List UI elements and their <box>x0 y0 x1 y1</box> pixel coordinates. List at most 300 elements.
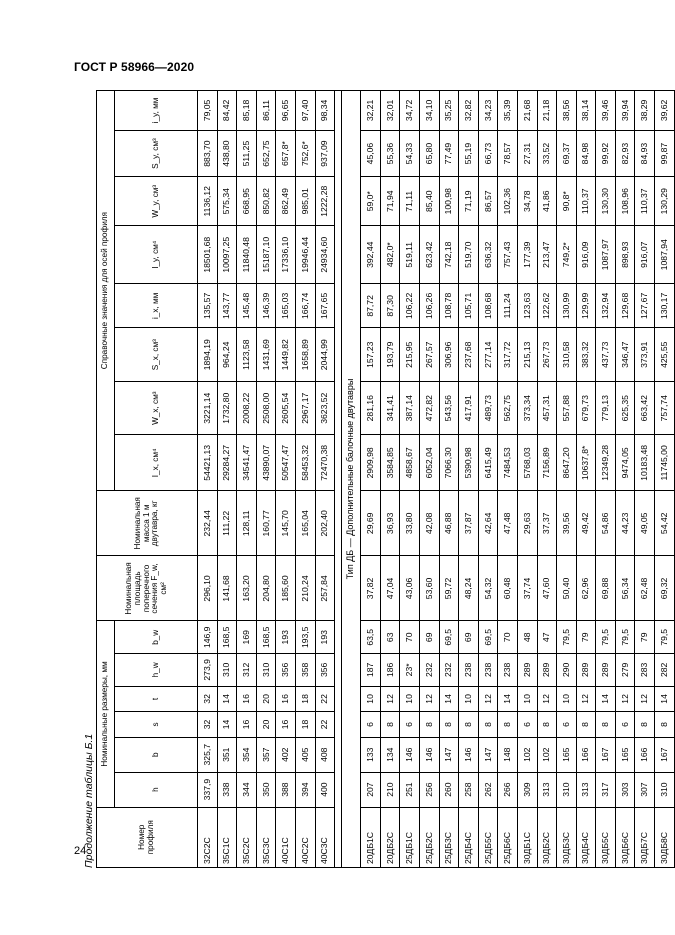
table-cell: 267,57 <box>419 328 439 381</box>
table-cell: 10 <box>557 686 577 712</box>
table-cell: 388 <box>276 772 296 807</box>
table-cell: 146,39 <box>256 284 276 328</box>
table-cell: 251 <box>400 772 420 807</box>
profile-designation: 30ДБ3С <box>557 807 577 867</box>
table-cell: 10 <box>361 686 381 712</box>
table-cell: 54,33 <box>400 130 420 177</box>
table-cell: 145,48 <box>237 284 257 328</box>
rotated-table-area <box>80 90 669 868</box>
table-cell: 185,60 <box>276 556 296 621</box>
header-area: Номинальная площадь поперечного сечения F_w, см² <box>97 556 198 621</box>
profile-designation: 40С2С <box>295 807 315 867</box>
table-cell: 29284,27 <box>217 435 237 491</box>
table-cell: 519,70 <box>459 226 479 284</box>
table-cell: 18 <box>295 712 315 738</box>
table-caption: Продолжение таблицы Б.1 <box>83 733 95 868</box>
profile-designation: 30ДБ8С <box>655 807 675 867</box>
table-cell: 457,31 <box>537 381 557 434</box>
table-cell: 62,48 <box>635 556 655 621</box>
col-wy: W_y, см³ <box>115 177 198 226</box>
col-h: h <box>115 772 198 807</box>
table-cell: 1732,80 <box>217 381 237 434</box>
table-cell: 110,37 <box>576 177 596 226</box>
header-designation: Номер профиля <box>97 807 198 867</box>
table-cell: 6 <box>517 712 537 738</box>
table-cell: 202,40 <box>315 491 335 556</box>
table-cell: 193 <box>276 621 296 654</box>
table-cell: 99,87 <box>655 130 675 177</box>
table-row <box>498 91 518 868</box>
table-cell: 289 <box>517 654 537 687</box>
table-row <box>380 91 400 868</box>
table-cell: 11840,48 <box>237 226 257 284</box>
table-cell: 11745,00 <box>655 435 675 491</box>
table-cell: 289 <box>596 654 616 687</box>
col-wx: W_x, см³ <box>115 381 198 434</box>
table-row <box>439 91 459 868</box>
separator-cell <box>335 91 342 868</box>
table-cell: 238 <box>498 654 518 687</box>
table-cell: 210 <box>380 772 400 807</box>
table-cell: 8 <box>498 712 518 738</box>
table-cell: 749,2* <box>557 226 577 284</box>
table-cell: 6415,49 <box>478 435 498 491</box>
table-cell: 193 <box>315 621 335 654</box>
table-cell: 266 <box>498 772 518 807</box>
table-cell: 193,79 <box>380 328 400 381</box>
table-cell: 356 <box>276 654 296 687</box>
table-cell: 165 <box>615 737 635 772</box>
table-cell: 408 <box>315 737 335 772</box>
table-row <box>198 91 218 868</box>
table-cell: 14 <box>439 686 459 712</box>
profile-designation: 25ДБ2С <box>419 807 439 867</box>
table-cell: 752,6* <box>295 130 315 177</box>
table-cell: 47,60 <box>537 556 557 621</box>
table-cell: 12 <box>635 686 655 712</box>
table-cell: 147 <box>478 737 498 772</box>
table-cell: 12 <box>380 686 400 712</box>
table-cell: 267,73 <box>537 328 557 381</box>
table-cell: 90,8* <box>557 177 577 226</box>
table-cell: 8 <box>596 712 616 738</box>
col-iy-moment: I_y, см⁴ <box>115 226 198 284</box>
table-cell: 123,63 <box>517 284 537 328</box>
table-cell: 34,23 <box>478 91 498 131</box>
table-cell: 82,93 <box>615 130 635 177</box>
table-cell: 37,37 <box>537 491 557 556</box>
table-cell: 167,65 <box>315 284 335 328</box>
section-separator <box>335 91 342 868</box>
table-cell: 146 <box>400 737 420 772</box>
table-cell: 354 <box>237 737 257 772</box>
table-cell: 69 <box>419 621 439 654</box>
table-cell: 438,80 <box>217 130 237 177</box>
table-cell: 34,72 <box>400 91 420 131</box>
table-row <box>517 91 537 868</box>
table-cell: 2605,54 <box>276 381 296 434</box>
table-cell: 282 <box>655 654 675 687</box>
table-cell: 46,88 <box>439 491 459 556</box>
table-cell: 16 <box>276 712 296 738</box>
table-cell: 133 <box>361 737 381 772</box>
table-cell: 49,42 <box>576 491 596 556</box>
table-cell: 143,77 <box>217 284 237 328</box>
table-cell: 108,68 <box>478 284 498 328</box>
table-cell: 27,31 <box>517 130 537 177</box>
table-cell: 6 <box>400 712 420 738</box>
table-cell: 106,22 <box>400 284 420 328</box>
profile-designation: 35С3С <box>256 807 276 867</box>
table-cell: 86,11 <box>256 91 276 131</box>
table-cell: 130,99 <box>557 284 577 328</box>
header-mass: Номинальная масса 1 м двутавра, кг <box>97 491 198 556</box>
table-cell: 8 <box>576 712 596 738</box>
table-cell: 85,18 <box>237 91 257 131</box>
table-cell: 43,06 <box>400 556 420 621</box>
table-cell: 232 <box>439 654 459 687</box>
profile-properties-table <box>96 90 675 868</box>
table-cell: 54,86 <box>596 491 616 556</box>
table-row <box>419 91 439 868</box>
table-cell: 310,58 <box>557 328 577 381</box>
table-cell: 79,5 <box>557 621 577 654</box>
table-cell: 56,34 <box>615 556 635 621</box>
table-cell: 163,20 <box>237 556 257 621</box>
table-cell: 1222,28 <box>315 177 335 226</box>
table-cell: 232 <box>419 654 439 687</box>
table-cell: 39,94 <box>615 91 635 131</box>
table-cell: 337,9 <box>198 772 218 807</box>
col-b: b <box>115 737 198 772</box>
table-cell: 338 <box>217 772 237 807</box>
table-cell: 3584,85 <box>380 435 400 491</box>
table-cell: 1123,58 <box>237 328 257 381</box>
table-cell: 97,40 <box>295 91 315 131</box>
rotated-content <box>80 90 669 868</box>
table-cell: 346,47 <box>615 328 635 381</box>
table-cell: 169 <box>237 621 257 654</box>
table-cell: 8 <box>655 712 675 738</box>
table-cell: 12 <box>615 686 635 712</box>
table-row <box>217 91 237 868</box>
table-cell: 898,93 <box>615 226 635 284</box>
table-cell: 79,5 <box>615 621 635 654</box>
table-cell: 289 <box>576 654 596 687</box>
table-row <box>237 91 257 868</box>
table-cell: 16 <box>237 686 257 712</box>
table-cell: 373,34 <box>517 381 537 434</box>
table-cell: 34,78 <box>517 177 537 226</box>
table-cell: 84,93 <box>635 130 655 177</box>
table-cell: 394 <box>295 772 315 807</box>
table-cell: 48 <box>517 621 537 654</box>
table-cell: 14 <box>217 686 237 712</box>
table-cell: 309 <box>517 772 537 807</box>
table-cell: 679,73 <box>576 381 596 434</box>
table-cell: 47,04 <box>380 556 400 621</box>
table-cell: 2909,98 <box>361 435 381 491</box>
table-cell: 32,82 <box>459 91 479 131</box>
table-row <box>557 91 577 868</box>
table-cell: 405 <box>295 737 315 772</box>
table-cell: 12 <box>576 686 596 712</box>
table-cell: 165,03 <box>276 284 296 328</box>
table-cell: 22 <box>315 712 335 738</box>
table-cell: 511,25 <box>237 130 257 177</box>
table-cell: 187 <box>361 654 381 687</box>
table-cell: 146 <box>459 737 479 772</box>
col-bw: b_w <box>115 621 198 654</box>
table-cell: 157,23 <box>361 328 381 381</box>
table-row <box>276 91 296 868</box>
table-cell: 562,75 <box>498 381 518 434</box>
table-cell: 425,55 <box>655 328 675 381</box>
table-cell: 4858,67 <box>400 435 420 491</box>
table-cell: 6052,04 <box>419 435 439 491</box>
table-cell: 437,73 <box>596 328 616 381</box>
table-cell: 35,25 <box>439 91 459 131</box>
page-number: 24 <box>74 845 87 857</box>
col-ix-moment: I_x, см⁴ <box>115 435 198 491</box>
table-cell: 86,57 <box>478 177 498 226</box>
table-cell: 19946,44 <box>295 226 315 284</box>
table-cell: 111,22 <box>217 491 237 556</box>
table-cell: 307 <box>635 772 655 807</box>
table-cell: 2008,22 <box>237 381 257 434</box>
table-cell: 166 <box>635 737 655 772</box>
table-cell: 72470,38 <box>315 435 335 491</box>
table-cell: 12349,28 <box>596 435 616 491</box>
table-cell: 47,48 <box>498 491 518 556</box>
table-cell: 85,40 <box>419 177 439 226</box>
table-cell: 37,74 <box>517 556 537 621</box>
table-cell: 129,99 <box>576 284 596 328</box>
table-row <box>361 91 381 868</box>
profile-designation: 32С2С <box>198 807 218 867</box>
table-cell: 78,57 <box>498 130 518 177</box>
table-cell: 916,09 <box>576 226 596 284</box>
table-cell: 45,06 <box>361 130 381 177</box>
table-cell: 472,82 <box>419 381 439 434</box>
table-cell: 8 <box>537 712 557 738</box>
table-cell: 177,39 <box>517 226 537 284</box>
table-cell: 256 <box>419 772 439 807</box>
table-cell: 12 <box>478 686 498 712</box>
table-cell: 130,17 <box>655 284 675 328</box>
table-cell: 160,77 <box>256 491 276 556</box>
col-s: s <box>115 712 198 738</box>
table-cell: 111,24 <box>498 284 518 328</box>
table-cell: 317 <box>596 772 616 807</box>
profile-designation: 25ДБ6С <box>498 807 518 867</box>
table-cell: 79 <box>576 621 596 654</box>
table-cell: 273,9 <box>198 654 218 687</box>
table-cell: 70 <box>498 621 518 654</box>
table-cell: 14 <box>498 686 518 712</box>
table-cell: 43890,07 <box>256 435 276 491</box>
table-cell: 279 <box>615 654 635 687</box>
table-cell: 310 <box>217 654 237 687</box>
table-cell: 10 <box>400 686 420 712</box>
table-cell: 36,93 <box>380 491 400 556</box>
profile-designation: 30ДБ2С <box>537 807 557 867</box>
table-cell: 652,75 <box>256 130 276 177</box>
table-cell: 168,5 <box>256 621 276 654</box>
table-cell: 55,19 <box>459 130 479 177</box>
table-cell: 102 <box>517 737 537 772</box>
table-cell: 625,35 <box>615 381 635 434</box>
col-sy: S_y, см³ <box>115 130 198 177</box>
table-cell: 1087,94 <box>655 226 675 284</box>
table-cell: 281,16 <box>361 381 381 434</box>
table-cell: 39,62 <box>655 91 675 131</box>
table-row <box>478 91 498 868</box>
table-cell: 575,34 <box>217 177 237 226</box>
table-cell: 215,95 <box>400 328 420 381</box>
table-cell: 102,36 <box>498 177 518 226</box>
table-cell: 79,5 <box>655 621 675 654</box>
table-cell: 657,8* <box>276 130 296 177</box>
table-cell: 37,82 <box>361 556 381 621</box>
table-cell: 145,70 <box>276 491 296 556</box>
table-cell: 37,87 <box>459 491 479 556</box>
table-row <box>315 91 335 868</box>
table-cell: 53,60 <box>419 556 439 621</box>
table-cell: 482,0* <box>380 226 400 284</box>
table-cell: 71,19 <box>459 177 479 226</box>
table-row <box>459 91 479 868</box>
table-cell: 58453,32 <box>295 435 315 491</box>
table-cell: 313 <box>576 772 596 807</box>
table-cell: 34541,47 <box>237 435 257 491</box>
table-cell: 260 <box>439 772 459 807</box>
table-cell: 106,26 <box>419 284 439 328</box>
table-cell: 147 <box>439 737 459 772</box>
table-cell: 66,73 <box>478 130 498 177</box>
table-cell: 350 <box>256 772 276 807</box>
table-cell: 6 <box>557 712 577 738</box>
table-cell: 303 <box>615 772 635 807</box>
table-cell: 41,86 <box>537 177 557 226</box>
table-cell: 8 <box>635 712 655 738</box>
table-cell: 69,88 <box>596 556 616 621</box>
table-cell: 63 <box>380 621 400 654</box>
table-cell: 257,84 <box>315 556 335 621</box>
table-cell: 33,80 <box>400 491 420 556</box>
table-cell: 277,14 <box>478 328 498 381</box>
table-cell: 8647,20 <box>557 435 577 491</box>
table-cell: 351 <box>217 737 237 772</box>
table-cell: 47 <box>537 621 557 654</box>
table-cell: 130,30 <box>596 177 616 226</box>
table-cell: 10 <box>517 686 537 712</box>
table-cell: 79,05 <box>198 91 218 131</box>
table-cell: 84,42 <box>217 91 237 131</box>
table-cell: 344 <box>237 772 257 807</box>
table-cell: 134 <box>380 737 400 772</box>
table-cell: 69,5 <box>439 621 459 654</box>
table-cell: 14 <box>596 686 616 712</box>
table-cell: 14 <box>655 686 675 712</box>
table-cell: 20 <box>256 712 276 738</box>
table-cell: 108,96 <box>615 177 635 226</box>
table-cell: 69,32 <box>655 556 675 621</box>
profile-designation: 30ДБ5С <box>596 807 616 867</box>
table-cell: 146 <box>419 737 439 772</box>
table-cell: 283 <box>635 654 655 687</box>
table-cell: 50547,47 <box>276 435 296 491</box>
table-cell: 34,10 <box>419 91 439 131</box>
table-cell: 148 <box>498 737 518 772</box>
table-cell: 12 <box>419 686 439 712</box>
table-cell: 32 <box>198 686 218 712</box>
table-cell: 1136,12 <box>198 177 218 226</box>
table-row <box>537 91 557 868</box>
table-cell: 71,94 <box>380 177 400 226</box>
profile-designation: 30ДБ6С <box>615 807 635 867</box>
table-cell: 757,74 <box>655 381 675 434</box>
table-cell: 204,80 <box>256 556 276 621</box>
table-cell: 18 <box>295 686 315 712</box>
table-cell: 262 <box>478 772 498 807</box>
table-cell: 10 <box>459 686 479 712</box>
table-cell: 146,9 <box>198 621 218 654</box>
profile-designation: 35С1С <box>217 807 237 867</box>
table-cell: 210,24 <box>295 556 315 621</box>
table-cell: 9474,05 <box>615 435 635 491</box>
table-cell: 12 <box>537 686 557 712</box>
table-cell: 1658,89 <box>295 328 315 381</box>
table-cell: 135,57 <box>198 284 218 328</box>
table-cell: 402 <box>276 737 296 772</box>
profile-designation: 20ДБ2С <box>380 807 400 867</box>
table-cell: 128,11 <box>237 491 257 556</box>
table-cell: 54421,13 <box>198 435 218 491</box>
section-title-row <box>342 91 361 868</box>
table-cell: 21,18 <box>537 91 557 131</box>
table-cell: 8 <box>380 712 400 738</box>
table-cell: 15187,10 <box>256 226 276 284</box>
table-cell: 79,5 <box>596 621 616 654</box>
table-cell: 313 <box>537 772 557 807</box>
table-cell: 663,42 <box>635 381 655 434</box>
table-cell: 69,5 <box>478 621 498 654</box>
table-cell: 1449,82 <box>276 328 296 381</box>
table-cell: 489,73 <box>478 381 498 434</box>
table-cell: 16 <box>237 712 257 738</box>
table-cell: 238 <box>459 654 479 687</box>
table-cell: 310 <box>256 654 276 687</box>
table-cell: 742,18 <box>439 226 459 284</box>
profile-designation: 25ДБ4С <box>459 807 479 867</box>
col-t: t <box>115 686 198 712</box>
table-cell: 166 <box>576 737 596 772</box>
table-cell: 32,21 <box>361 91 381 131</box>
table-cell: 39,46 <box>596 91 616 131</box>
table-cell: 325,7 <box>198 737 218 772</box>
table-cell: 38,56 <box>557 91 577 131</box>
col-ix-radius: i_x, мм <box>115 284 198 328</box>
profile-designation: 40С1С <box>276 807 296 867</box>
table-cell: 7156,89 <box>537 435 557 491</box>
table-cell: 108,78 <box>439 284 459 328</box>
table-cell: 32,01 <box>380 91 400 131</box>
table-cell: 387,14 <box>400 381 420 434</box>
table-cell: 392,44 <box>361 226 381 284</box>
table-cell: 105,71 <box>459 284 479 328</box>
profile-designation: 25ДБ5С <box>478 807 498 867</box>
